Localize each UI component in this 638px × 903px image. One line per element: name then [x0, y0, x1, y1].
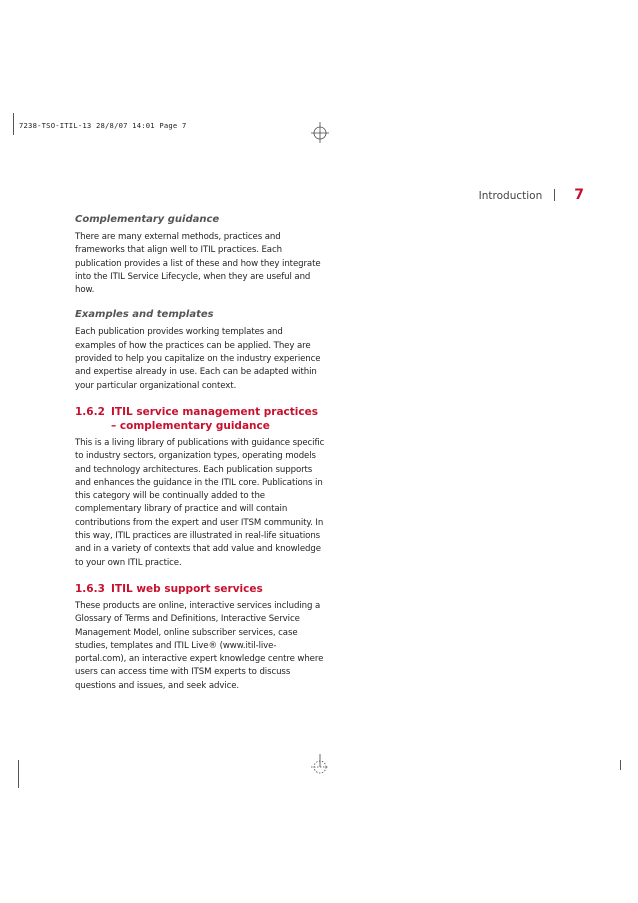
running-head-section: Introduction: [478, 190, 543, 202]
paragraph-1-6-2: This is a living library of publications with guidance specific to industry sectors, organization types, operating models and technology architectures. Each publication supports and enhances the guidance in the ITIL core. Publications in this category will be continually added to the complementary library of practice and will contain contributions from the expert and user ITSM community. In this way, ITIL practices are illustrated in real-life situations and in a variety of contexts that add value and knowledge to your own ITIL practice.: [75, 437, 325, 568]
registration-mark-top-icon: [309, 120, 331, 144]
paragraph-examples-templates: Each publication provides working templates and examples of how the practices can be applied. They are provided to help you capitalize on the industry experience and expertise already in use. Each can be adapted within your particular organizational context.: [75, 327, 321, 391]
heading-complementary-guidance: Complementary guidance: [75, 214, 220, 225]
paragraph-1-6-3: These products are online, interactive services including a Glossary of Terms and Definitions, Interactive Service Management Model, online subscriber services, case studies, templates and ITIL Live® (www.itil-live-portal.com), an interactive expert knowledge centre where users can access time with ITSM experts to discuss questions and issues, and seek advice.: [75, 600, 324, 691]
crop-mark-bottom-left: [18, 760, 19, 788]
section-heading-1-6-2: [75, 405, 325, 433]
section-number-1-6-2: 1.6.2: [75, 405, 105, 418]
page-number: 7: [574, 187, 584, 203]
section-number-1-6-3: 1.6.3: [75, 582, 105, 595]
section-heading-1-6-3: [75, 582, 325, 596]
section-title-1-6-2: ITIL service management practices – complementary guidance: [111, 405, 318, 432]
heading-examples-templates: Examples and templates: [75, 309, 214, 321]
printer-slug: 7238-TSO-ITIL-13 28/8/07 14:01 Page 7: [19, 121, 187, 130]
crop-mark-top-left: [13, 113, 14, 135]
main-column: [75, 214, 325, 705]
section-title-1-6-3: ITIL web support services: [111, 582, 263, 595]
crop-mark-bottom-right: [620, 760, 621, 770]
running-head: [479, 187, 584, 203]
running-head-divider: [554, 189, 555, 201]
registration-mark-bottom-icon: [309, 752, 331, 778]
paragraph-complementary-guidance: There are many external methods, practices and frameworks that align well to ITIL practices. Each publication provides a list of these and how they integrate into the ITIL Service Lifecycle, when they are useful and how.: [75, 232, 321, 296]
